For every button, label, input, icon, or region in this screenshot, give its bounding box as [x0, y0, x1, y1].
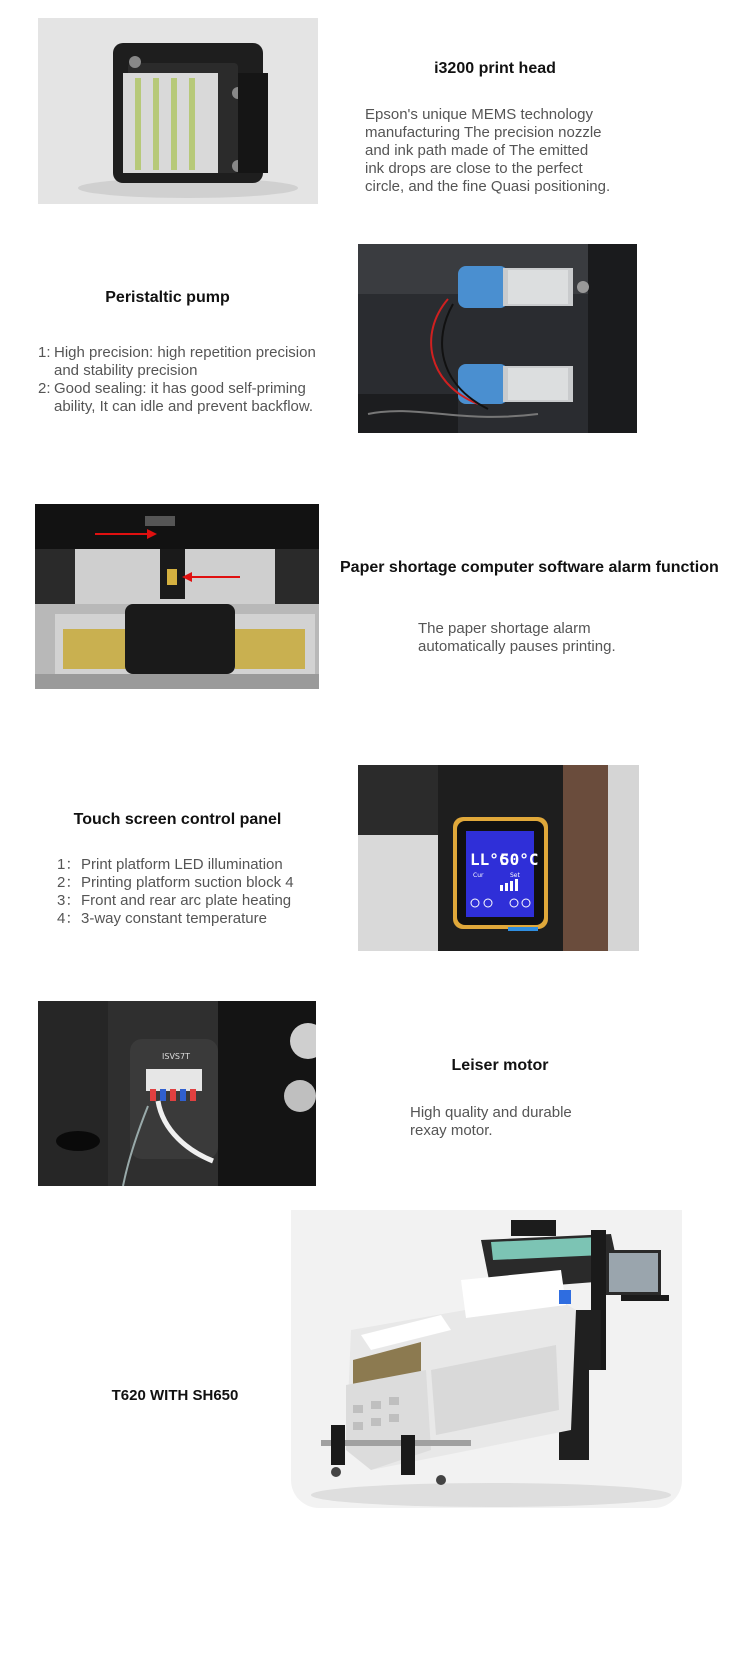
print-head-image: [38, 18, 318, 204]
paper-alarm-description: The paper shortage alarm automatically pauses printing.: [418, 620, 616, 655]
screen-temp-right: 50°C: [500, 850, 539, 869]
model-title: T620 WITH SH650: [111, 1387, 239, 1404]
touch-item-3: 3： Front and rear arc plate heating: [57, 892, 292, 909]
pump-image: [358, 244, 637, 433]
print-head-title: i3200 print head: [434, 60, 556, 77]
pump-item-1: 1: High precision: high repetition precision and stability precision: [38, 344, 316, 379]
screen-temp-left: LL°C: [470, 850, 509, 869]
touch-screen-list: [57, 856, 347, 928]
motor-description: High quality and durable rexay motor.: [410, 1104, 572, 1139]
screen-set-label: Set: [510, 872, 520, 879]
touch-item-4: 4： 3-way constant temperature: [57, 910, 267, 927]
motor-title: Leiser motor: [451, 1057, 549, 1074]
pump-title: Peristaltic pump: [105, 289, 230, 306]
pump-list: [38, 344, 338, 416]
touch-item-1: 1： Print platform LED illumination: [57, 856, 283, 873]
touch-screen-image: [358, 765, 639, 951]
touch-screen-title: Touch screen control panel: [73, 811, 282, 828]
pump-item-2: 2: Good sealing: it has good self-priming ability, It can idle and prevent backflow.: [38, 380, 314, 415]
printer-machine-image: [291, 1210, 682, 1508]
paper-alarm-title: Paper shortage computer software alarm function: [340, 559, 719, 576]
motor-label: ISVS7T: [162, 1052, 190, 1061]
motor-image: [38, 1001, 316, 1186]
touch-item-2: 2： Printing platform suction block 4: [57, 874, 294, 891]
print-head-description: Epson's unique MEMS technology manufacturing The precision nozzle and ink path made of The emitted ink drops are close to the perfect circle, and the fine Quasi positioning.: [365, 106, 611, 195]
screen-cur-label: Cur: [473, 872, 484, 879]
paper-alarm-image: [35, 504, 319, 689]
